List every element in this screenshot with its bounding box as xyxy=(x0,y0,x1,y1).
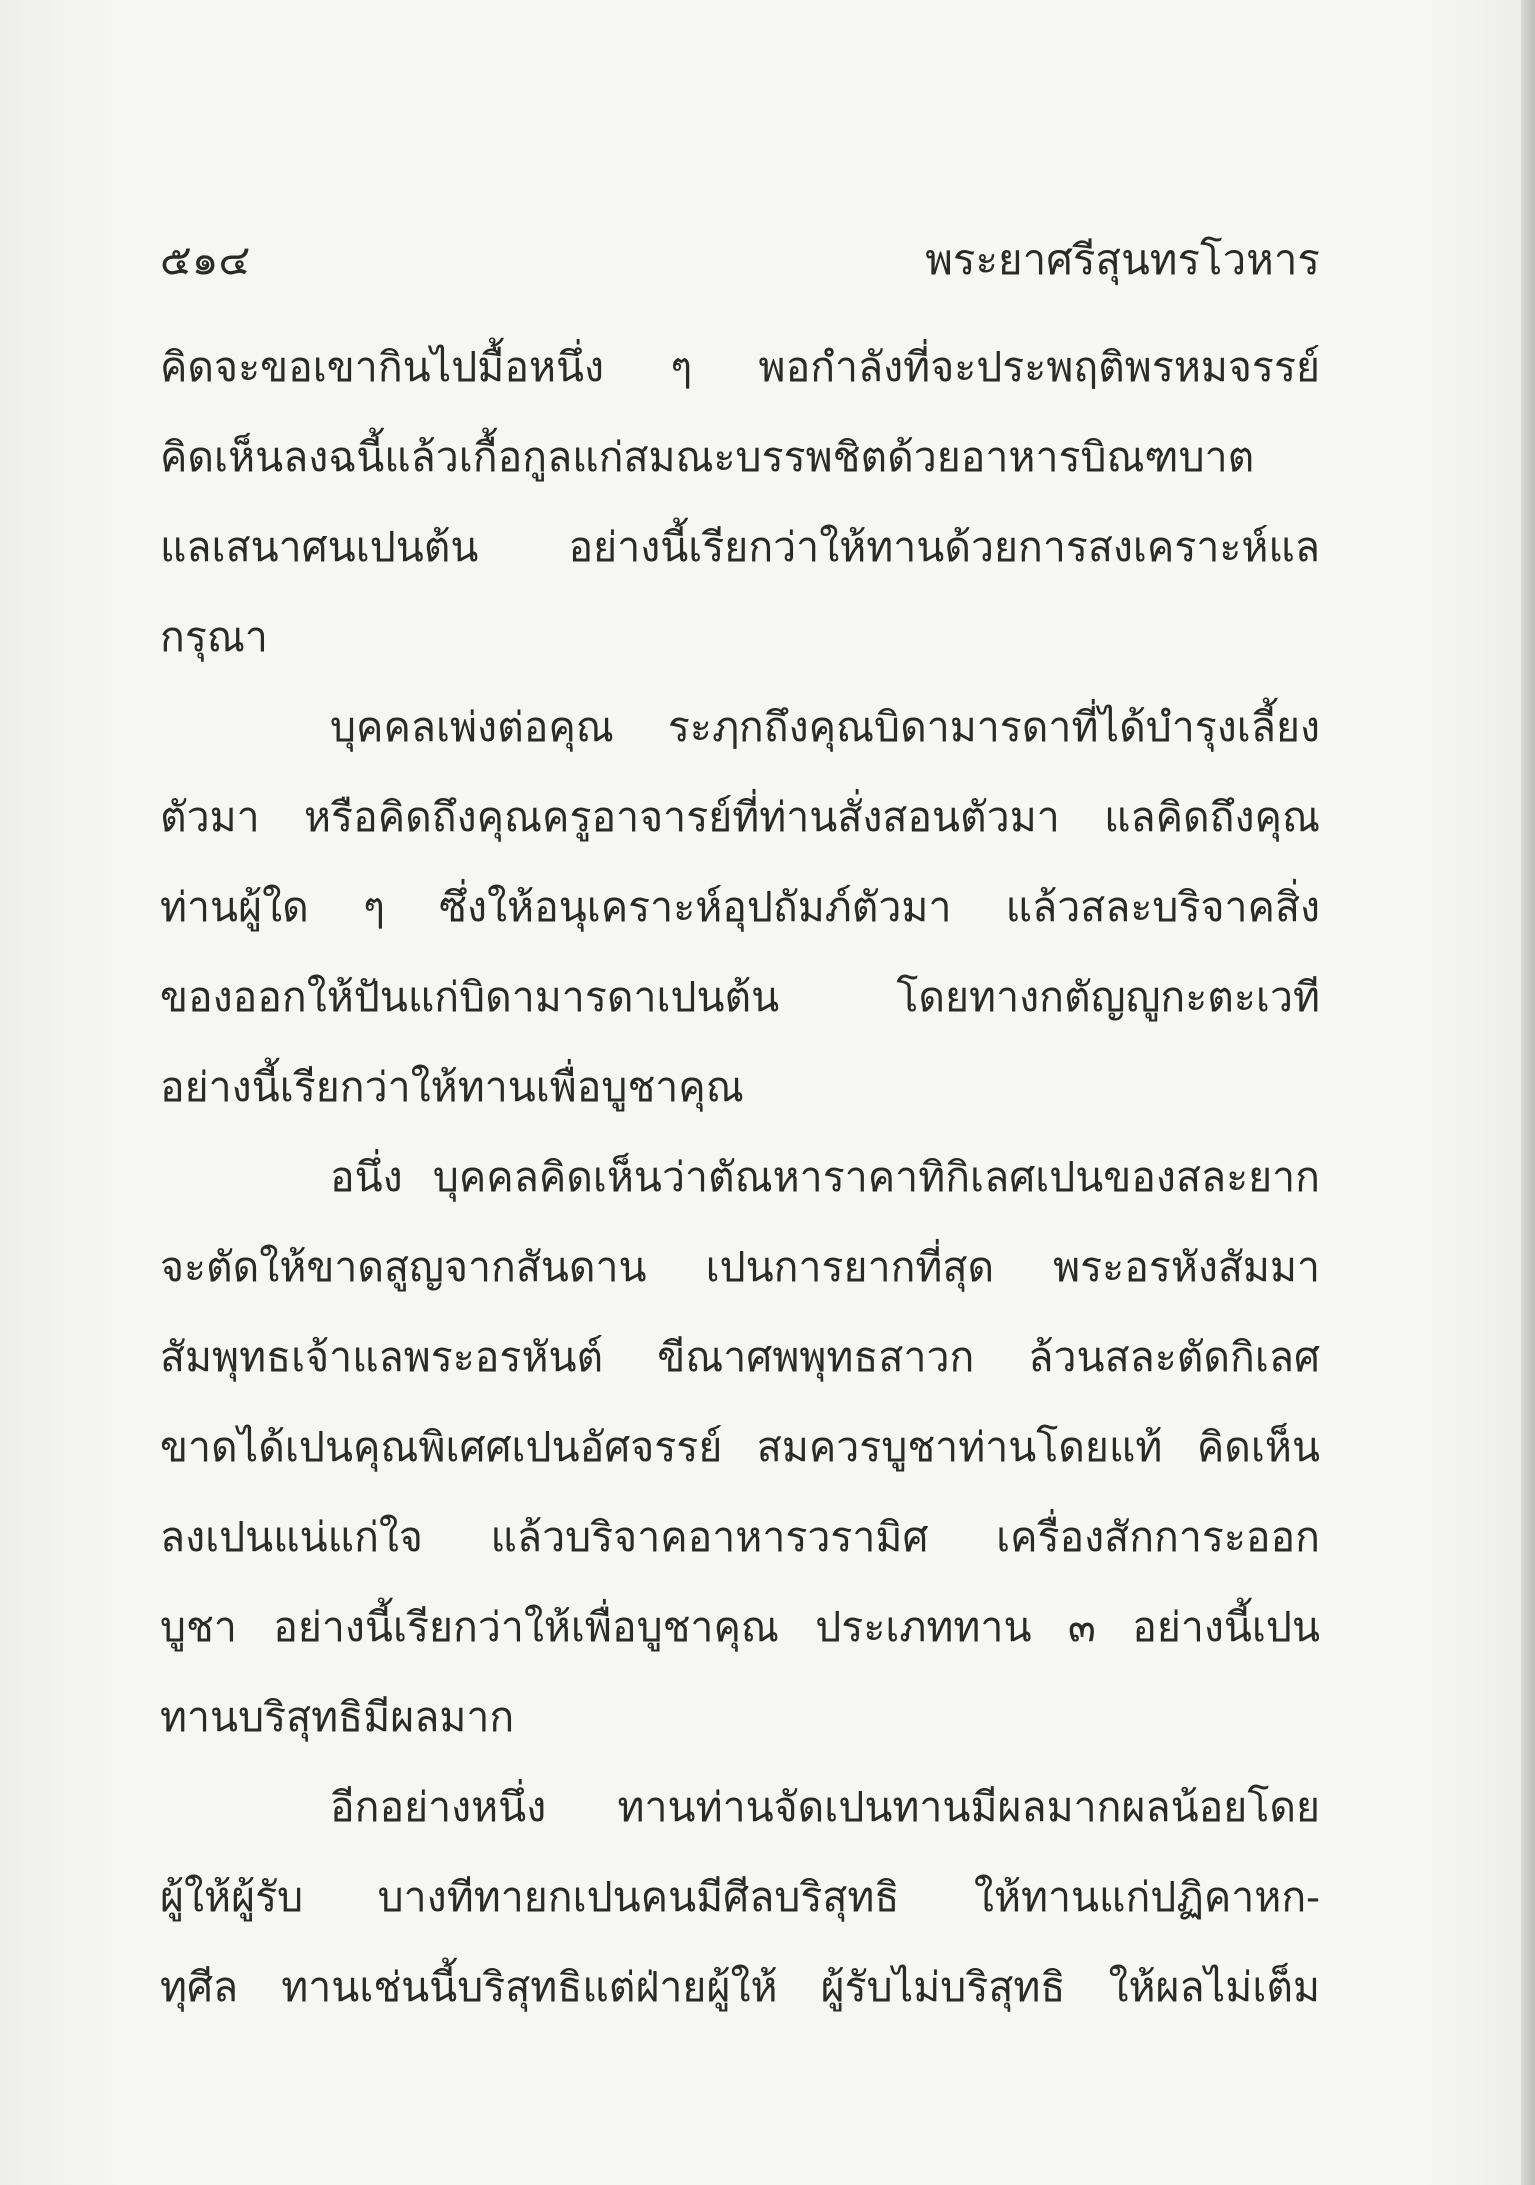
paragraph-1 xyxy=(160,322,1320,682)
text-line: อย่างนี้เรียกว่าให้ทานเพื่อบูชาคุณ xyxy=(160,1063,744,1111)
paragraph-4 xyxy=(160,1762,1320,2032)
text-line: สัมพุทธเจ้าแลพระอรหันต์ ขีณาศพพุทธสาวก ล้วนสละตัดกิเลศ xyxy=(160,1333,1320,1381)
page-number: ๕๑๔ xyxy=(160,235,251,284)
text-line: บุคคลเพ่งต่อคุณ ระฦกถึงคุณบิดามารดาที่ได้บำรุงเลี้ยง xyxy=(330,703,1320,751)
text-line: ตัวมา หรือคิดถึงคุณครูอาจารย์ที่ท่านสั่งสอนตัวมา แลคิดถึงคุณ xyxy=(160,793,1320,841)
paragraph-3 xyxy=(160,1132,1320,1762)
text-line: คิดเห็นลงฉนี้แล้วเกื้อกูลแก่สมณะบรรพชิตด้วยอาหารบิณฑบาต xyxy=(160,433,1255,481)
text-line: ทุศีล ทานเช่นนี้บริสุทธิแต่ฝ่ายผู้ให้ ผู้รับไม่บริสุทธิ ให้ผลไม่เต็ม xyxy=(160,1963,1320,2011)
text-line: อีกอย่างหนึ่ง ทานท่านจัดเปนทานมีผลมากผลน้อยโดย xyxy=(330,1783,1320,1831)
paragraph-2 xyxy=(160,682,1320,1132)
text-line: แลเสนาศนเปนต้น อย่างนี้เรียกว่าให้ทานด้วยการสงเคราะห์แล xyxy=(160,523,1320,571)
text-line: ทานบริสุทธิมีผลมาก xyxy=(160,1693,515,1741)
text-line: ขาดได้เปนคุณพิเศศเปนอัศจรรย์ สมควรบูชาท่านโดยแท้ คิดเห็น xyxy=(160,1423,1320,1471)
text-line: ของออกให้ปันแก่บิดามารดาเปนต้น โดยทางกตัญญูกะตะเวที xyxy=(160,973,1320,1021)
text-line: ผู้ให้ผู้รับ บางทีทายกเปนคนมีศีลบริสุทธิ ให้ทานแก่ปฏิคาหก- xyxy=(160,1873,1320,1921)
text-line: คิดจะขอเขากินไปมื้อหนึ่ง ๆ พอกำลังที่จะประพฤติพรหมจรรย์ xyxy=(160,343,1320,391)
text-line: อนึ่ง บุคคลคิดเห็นว่าตัณหาราคาทิกิเลศเปนของสละยาก xyxy=(330,1153,1320,1201)
text-line: บูชา อย่างนี้เรียกว่าให้เพื่อบูชาคุณ ประเภททาน ๓ อย่างนี้เปน xyxy=(160,1603,1320,1651)
text-line: ท่านผู้ใด ๆ ซึ่งให้อนุเคราะห์อุปถัมภ์ตัวมา แล้วสละบริจาคสิ่ง xyxy=(160,883,1320,931)
running-title: พระยาศรีสุนทรโวหาร xyxy=(925,235,1320,284)
page-header xyxy=(160,232,1320,288)
text-line: กรุณา xyxy=(160,613,268,661)
page-edge-shadow xyxy=(1521,0,1535,2185)
text-line: ลงเปนแน่แก่ใจ แล้วบริจาคอาหารวรามิศ เครื่องสักการะออก xyxy=(160,1513,1320,1561)
body-text xyxy=(160,322,1320,2032)
text-line: จะตัดให้ขาดสูญจากสันดาน เปนการยากที่สุด พระอรหังสัมมา xyxy=(160,1243,1320,1291)
